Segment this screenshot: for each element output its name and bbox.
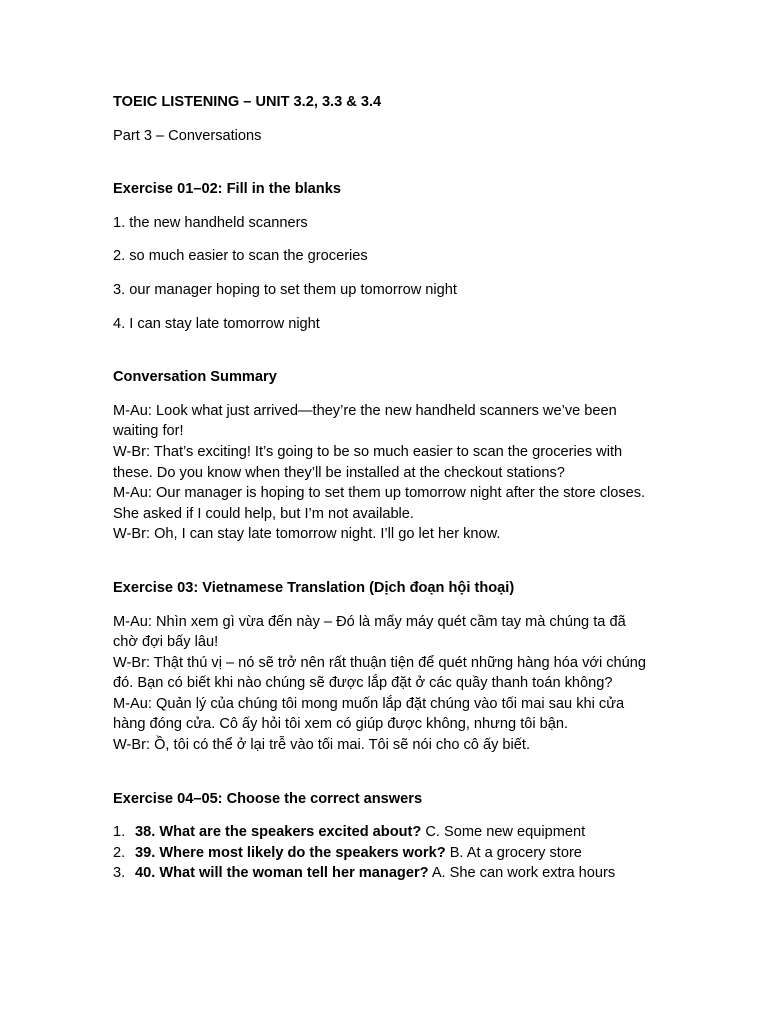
fill-item: 3. our manager hoping to set them up tomorrow night: [113, 281, 457, 298]
question-text: 38. What are the speakers excited about?: [135, 824, 422, 841]
summary-section: [113, 367, 653, 545]
translation-line: W-Br: Thật thú vị – nó sẽ trở nên rất thuận tiện để quét những hàng hóa với chúng đó. Bạn có biết khi nào chúng sẽ được lắp đặt ở các quầy thanh toán không?: [113, 654, 646, 692]
answer-item: [113, 822, 653, 843]
translation-section: [113, 578, 653, 756]
answer-number: 2.: [113, 844, 126, 861]
fill-item: 4. I can stay late tomorrow night: [113, 315, 320, 332]
question-text: 40. What will the woman tell her manager?: [135, 865, 429, 882]
answer-text: C. Some new equipment: [425, 824, 586, 841]
summary-dialogue: [113, 401, 653, 545]
dialogue-line: W-Br: That’s exciting! It’s going to be so much easier to scan the groceries with these. Do you know when they’ll be installed at the checkout stations?: [113, 443, 623, 481]
translation-line: W-Br: Ồ, tôi có thể ở lại trễ vào tối mai. Tôi sẽ nói cho cô ấy biết.: [113, 737, 531, 754]
answer-text: B. At a grocery store: [449, 844, 582, 861]
dialogue-line: W-Br: Oh, I can stay late tomorrow night. I’ll go let her know.: [113, 526, 501, 543]
exercise-fill-section: [113, 179, 653, 334]
translation-dialogue: [113, 612, 653, 756]
document-subtitle: Part 3 – Conversations: [113, 127, 262, 144]
exercise-fill-heading: Exercise 01–02: Fill in the blanks: [113, 181, 341, 198]
fill-item: 1. the new handheld scanners: [113, 214, 308, 231]
exercise-choose-heading: Exercise 04–05: Choose the correct answers: [113, 790, 423, 807]
translation-heading: Exercise 03: Vietnamese Translation (Dịch đoạn hội thoại): [113, 579, 515, 596]
summary-heading: Conversation Summary: [113, 369, 277, 386]
document-title: TOEIC LISTENING – UNIT 3.2, 3.3 & 3.4: [113, 94, 382, 110]
answer-item: [113, 843, 653, 864]
translation-line: M-Au: Nhìn xem gì vừa đến này – Đó là mấy máy quét cầm tay mà chúng ta đã chờ đợi bấy lâu!: [113, 613, 626, 651]
answer-number: 1.: [113, 824, 126, 841]
translation-line: M-Au: Quản lý của chúng tôi mong muốn lắp đặt chúng vào tối mai sau khi cửa hàng đóng cửa. Cô ấy hỏi tôi xem có giúp được không, nhưng tôi bận.: [113, 695, 625, 733]
dialogue-line: M-Au: Look what just arrived—they’re the new handheld scanners we’ve been waiting for!: [113, 402, 617, 440]
question-text: 39. Where most likely do the speakers work?: [135, 844, 446, 861]
fill-item: 2. so much easier to scan the groceries: [113, 248, 368, 265]
answer-list: [113, 822, 653, 884]
dialogue-line: M-Au: Our manager is hoping to set them up tomorrow night after the store closes. She asked if I could help, but I’m not available.: [113, 485, 646, 522]
answer-text: A. She can work extra hours: [431, 865, 616, 882]
exercise-choose-section: [113, 789, 653, 884]
answer-item: [113, 863, 653, 884]
answer-number: 3.: [113, 865, 126, 882]
document-content: [113, 92, 653, 884]
